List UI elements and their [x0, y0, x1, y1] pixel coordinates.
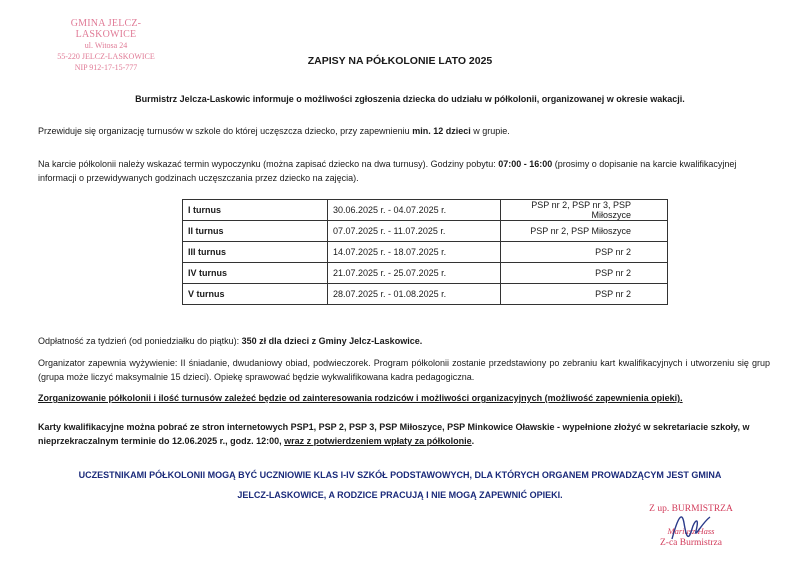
turnus-organization-paragraph [38, 124, 778, 138]
turnus-dates: 30.06.2025 r. - 04.07.2025 r. [328, 200, 501, 221]
signature-name: Mariusz Hass [667, 526, 715, 536]
notice-line-1: UCZESTNIKAMI PÓŁKOLONII MOGĄ BYĆ UCZNIOWIE KLAS I-IV SZKÓŁ PODSTAWOWYCH, DLA KTÓRYCH ORGANEM PROWADZĄCYM JEST GMINA [78, 470, 722, 480]
stamp-nip: NIP 912-17-15-777 [74, 63, 138, 72]
catering-paragraph: Organizator zapewnia wyżywienie: II śniadanie, dwudaniowy obiad, podwieczorek. Program półkolonii zostanie przedstawiony po zebraniu kart kwalifikacyjnych i utworzeniu się grup (grupa może liczyć maksymalnie 15 dzieci). Opiekę sprawować będzie wykwalifikowana kadra pedagogiczna. [38, 358, 770, 382]
turnus-dates: 28.07.2025 r. - 01.08.2025 r. [328, 284, 501, 305]
turnus-dates: 14.07.2025 r. - 18.07.2025 r. [328, 242, 501, 263]
table-row [183, 200, 668, 221]
p7-text: Karty kwalifikacyjne można pobrać ze stron internetowych PSP1, PSP 2, PSP 3, PSP Miłoszyce, PSP Minkowice Oławskie - wypełnione złożyć w sekretariacie szkoły, w nieprzekraczalnym terminie do 12.06.2025 r., godz. 12:00, [38, 422, 750, 446]
application-paragraph [38, 420, 770, 448]
eligibility-notice [40, 465, 760, 505]
turnus-name: II turnus [183, 221, 328, 242]
p2-text: Przewiduje się organizację turnusów w szkole do której uczęszcza dziecko, przy zapewnieniu [38, 126, 413, 136]
turnus-table [182, 199, 668, 305]
p2-end: w grupie. [470, 126, 510, 136]
notice-line-2: JELCZ-LASKOWICE, A RODZICE PRACUJĄ I NIE MOGĄ ZAPEWNIĆ OPIEKI. [237, 490, 563, 500]
turnus-place: PSP nr 2, PSP nr 3, PSP Miłoszyce [501, 200, 668, 221]
turnus-dates: 07.07.2025 r. - 11.07.2025 r. [328, 221, 501, 242]
intro-paragraph: Burmistrz Jelcza-Laskowic informuje o możliwości zgłoszenia dziecka do udziału w półkolonii, organizowanej w okresie wakacji. [135, 94, 685, 104]
turnus-place: PSP nr 2, PSP Miłoszyce [501, 221, 668, 242]
p3-end: (prosimy o dopisanie na karcie kwalifikacyjnej informacji o przewidywanych godzinach uczęszczania przez dziecko na zajęcia). [38, 159, 737, 183]
handwritten-signature [666, 509, 716, 547]
p7-end: . [471, 436, 475, 446]
turnus-name: IV turnus [183, 263, 328, 284]
turnus-place: PSP nr 2 [501, 284, 668, 305]
fee-amount: 350 zł dla dzieci z Gminy Jelcz-Laskowice. [241, 336, 423, 346]
turnus-place: PSP nr 2 [501, 242, 668, 263]
signature-role: Z-ca Burmistrza [660, 538, 722, 548]
document-title: ZAPISY NA PÓŁKOLONIE LATO 2025 [307, 55, 493, 67]
table-row [183, 284, 668, 305]
min-children: min. 12 dzieci [412, 126, 471, 136]
p3-text: Na karcie półkolonii należy wskazać termin wypoczynku (można zapisać dziecko na dwa turnusy). Godziny pobytu: [38, 159, 499, 169]
table-row [183, 221, 668, 242]
stamp-city: 55-220 JELCZ-LASKOWICE [57, 52, 155, 61]
turnus-place: PSP nr 2 [501, 263, 668, 284]
signature-line-1: Z up. BURMISTRZA [649, 504, 733, 514]
signature-stamp [626, 503, 756, 549]
hours: 07:00 - 16:00 [498, 159, 553, 169]
fee-text: Odpłatność za tydzień (od poniedziałku do piątku): [38, 336, 242, 346]
stamp-name: GMINA JELCZ-LASKOWICE [70, 18, 142, 40]
turnus-dates: 21.07.2025 r. - 25.07.2025 r. [328, 263, 501, 284]
table-row [183, 263, 668, 284]
hours-paragraph [38, 157, 770, 185]
payment-confirmation: wraz z potwierdzeniem wpłaty za półkolonie [284, 436, 472, 446]
turnus-name: I turnus [183, 200, 328, 221]
table-row [183, 242, 668, 263]
organization-note: Zorganizowanie półkolonii i ilość turnusów zależeć będzie od zainteresowania rodziców i możliwości organizacyjnych (możliwość zapewnienia opieki). [38, 393, 683, 403]
turnus-name: V turnus [183, 284, 328, 305]
turnus-name: III turnus [183, 242, 328, 263]
fee-paragraph [38, 334, 778, 348]
stamp-street: ul. Witosa 24 [84, 41, 128, 50]
